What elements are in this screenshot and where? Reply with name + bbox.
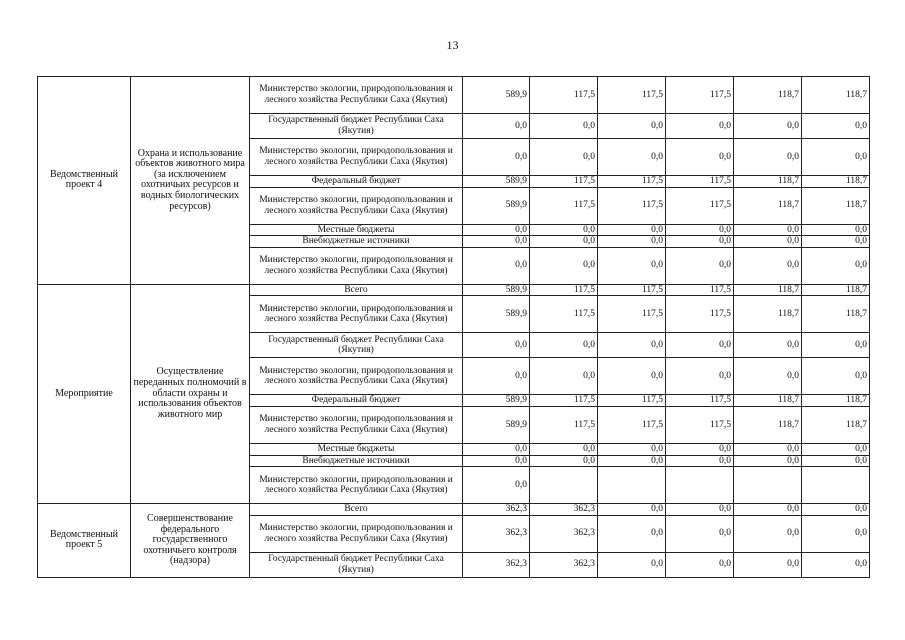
funding-source-cell: Федеральный бюджет	[250, 395, 463, 407]
value-cell: 0,0	[463, 247, 530, 284]
value-cell: 0,0	[598, 504, 666, 516]
value-cell: 362,3	[530, 515, 598, 552]
value-cell	[598, 467, 666, 504]
value-cell: 589,9	[463, 296, 530, 333]
section-name-cell: Осуществление переданных полномочий в области охраны и использования объектов животного мир	[131, 284, 250, 503]
value-cell: 0,0	[463, 467, 530, 504]
value-cell: 0,0	[802, 224, 870, 236]
value-cell: 117,5	[666, 187, 734, 224]
funding-source-cell: Всего	[250, 504, 463, 516]
funding-source-cell: Всего	[250, 284, 463, 296]
value-cell: 118,7	[734, 296, 802, 333]
funding-source-cell: Министерство экологии, природопользования и лесного хозяйства Республики Саха (Якутия)	[250, 406, 463, 443]
value-cell: 0,0	[734, 333, 802, 358]
value-cell: 118,7	[734, 395, 802, 407]
value-cell: 0,0	[734, 236, 802, 248]
value-cell: 362,3	[530, 504, 598, 516]
section-type-cell: Ведомственный проект 4	[38, 77, 131, 285]
table-row	[38, 284, 870, 296]
funding-source-cell: Министерство экологии, природопользования и лесного хозяйства Республики Саха (Якутия)	[250, 358, 463, 395]
value-cell: 0,0	[598, 236, 666, 248]
value-cell: 0,0	[530, 236, 598, 248]
value-cell: 0,0	[463, 114, 530, 139]
value-cell: 117,5	[598, 187, 666, 224]
value-cell: 0,0	[598, 224, 666, 236]
value-cell: 117,5	[598, 176, 666, 188]
value-cell: 117,5	[666, 406, 734, 443]
value-cell: 117,5	[530, 187, 598, 224]
value-cell: 117,5	[598, 406, 666, 443]
value-cell: 0,0	[666, 224, 734, 236]
value-cell: 118,7	[734, 284, 802, 296]
value-cell: 117,5	[598, 77, 666, 114]
section-type-cell: Мероприятие	[38, 284, 131, 503]
value-cell: 0,0	[530, 139, 598, 176]
funding-source-cell: Министерство экологии, природопользования и лесного хозяйства Республики Саха (Якутия)	[250, 247, 463, 284]
funding-source-cell: Министерство экологии, природопользования и лесного хозяйства Республики Саха (Якутия)	[250, 296, 463, 333]
value-cell: 118,7	[802, 187, 870, 224]
value-cell	[802, 467, 870, 504]
value-cell: 0,0	[598, 358, 666, 395]
value-cell: 117,5	[666, 284, 734, 296]
value-cell: 118,7	[802, 176, 870, 188]
value-cell: 0,0	[463, 358, 530, 395]
value-cell: 117,5	[666, 77, 734, 114]
value-cell	[530, 467, 598, 504]
value-cell: 0,0	[802, 114, 870, 139]
value-cell: 0,0	[802, 455, 870, 467]
value-cell: 589,9	[463, 284, 530, 296]
value-cell: 0,0	[463, 443, 530, 455]
value-cell: 0,0	[530, 247, 598, 284]
value-cell: 0,0	[734, 552, 802, 577]
value-cell: 0,0	[802, 333, 870, 358]
value-cell: 589,9	[463, 406, 530, 443]
page-number: 13	[446, 38, 459, 52]
value-cell: 0,0	[734, 114, 802, 139]
value-cell: 0,0	[463, 455, 530, 467]
funding-source-cell: Министерство экологии, природопользования и лесного хозяйства Республики Саха (Якутия)	[250, 139, 463, 176]
value-cell: 118,7	[802, 296, 870, 333]
value-cell: 0,0	[666, 504, 734, 516]
value-cell: 117,5	[666, 395, 734, 407]
value-cell: 0,0	[734, 358, 802, 395]
funding-source-cell: Министерство экологии, природопользования и лесного хозяйства Республики Саха (Якутия)	[250, 77, 463, 114]
value-cell: 118,7	[802, 284, 870, 296]
value-cell: 0,0	[734, 139, 802, 176]
value-cell: 118,7	[734, 77, 802, 114]
value-cell: 0,0	[802, 236, 870, 248]
value-cell: 589,9	[463, 187, 530, 224]
value-cell: 0,0	[734, 515, 802, 552]
value-cell: 0,0	[598, 247, 666, 284]
funding-source-cell: Государственный бюджет Республики Саха (Якутия)	[250, 114, 463, 139]
value-cell: 0,0	[666, 443, 734, 455]
value-cell: 117,5	[598, 284, 666, 296]
value-cell: 117,5	[530, 406, 598, 443]
value-cell: 0,0	[802, 504, 870, 516]
value-cell: 117,5	[598, 395, 666, 407]
value-cell	[666, 467, 734, 504]
value-cell: 0,0	[598, 139, 666, 176]
value-cell: 0,0	[598, 333, 666, 358]
value-cell: 118,7	[734, 187, 802, 224]
value-cell: 118,7	[734, 406, 802, 443]
value-cell: 118,7	[734, 176, 802, 188]
section-name-cell: Охрана и использование объектов животного мира (за исключением охотничьих ресурсов и водных биологических ресурсов)	[131, 77, 250, 285]
value-cell: 118,7	[802, 406, 870, 443]
value-cell: 0,0	[463, 224, 530, 236]
value-cell: 117,5	[530, 176, 598, 188]
value-cell: 0,0	[463, 139, 530, 176]
value-cell: 0,0	[666, 139, 734, 176]
value-cell: 0,0	[598, 443, 666, 455]
value-cell: 0,0	[530, 455, 598, 467]
value-cell: 0,0	[666, 455, 734, 467]
funding-source-cell: Внебюджетные источники	[250, 455, 463, 467]
funding-source-cell: Министерство экологии, природопользования и лесного хозяйства Республики Саха (Якутия)	[250, 515, 463, 552]
value-cell: 0,0	[598, 515, 666, 552]
value-cell: 0,0	[666, 552, 734, 577]
value-cell: 0,0	[666, 333, 734, 358]
value-cell: 0,0	[530, 224, 598, 236]
value-cell: 0,0	[598, 455, 666, 467]
value-cell: 362,3	[530, 552, 598, 577]
value-cell	[734, 467, 802, 504]
value-cell: 117,5	[530, 395, 598, 407]
value-cell: 0,0	[734, 443, 802, 455]
funding-source-cell: Государственный бюджет Республики Саха (Якутия)	[250, 552, 463, 577]
value-cell: 0,0	[530, 443, 598, 455]
value-cell: 118,7	[802, 77, 870, 114]
value-cell: 589,9	[463, 176, 530, 188]
value-cell: 0,0	[666, 515, 734, 552]
value-cell: 0,0	[802, 515, 870, 552]
budget-table-body	[38, 77, 870, 578]
value-cell: 0,0	[802, 247, 870, 284]
value-cell: 0,0	[802, 358, 870, 395]
value-cell: 589,9	[463, 395, 530, 407]
funding-source-cell: Внебюджетные источники	[250, 236, 463, 248]
value-cell: 0,0	[666, 114, 734, 139]
value-cell: 118,7	[802, 395, 870, 407]
table-row	[38, 504, 870, 516]
value-cell: 117,5	[666, 176, 734, 188]
value-cell: 0,0	[463, 333, 530, 358]
value-cell: 589,9	[463, 77, 530, 114]
value-cell: 0,0	[666, 236, 734, 248]
value-cell: 0,0	[802, 139, 870, 176]
funding-source-cell: Государственный бюджет Республики Саха (Якутия)	[250, 333, 463, 358]
value-cell: 0,0	[598, 552, 666, 577]
value-cell: 117,5	[530, 296, 598, 333]
value-cell: 117,5	[598, 296, 666, 333]
value-cell: 0,0	[734, 247, 802, 284]
value-cell: 0,0	[598, 114, 666, 139]
value-cell: 0,0	[666, 358, 734, 395]
value-cell: 0,0	[530, 358, 598, 395]
value-cell: 362,3	[463, 504, 530, 516]
value-cell: 117,5	[530, 284, 598, 296]
section-type-cell: Ведомственный проект 5	[38, 504, 131, 578]
funding-source-cell: Министерство экологии, природопользования и лесного хозяйства Республики Саха (Якутия)	[250, 187, 463, 224]
budget-table	[37, 76, 870, 578]
value-cell: 117,5	[530, 77, 598, 114]
funding-source-cell: Министерство экологии, природопользования и лесного хозяйства Республики Саха (Якутия)	[250, 467, 463, 504]
funding-source-cell: Местные бюджеты	[250, 443, 463, 455]
value-cell: 0,0	[530, 114, 598, 139]
section-name-cell: Совершенствование федерального государственного охотничьего контроля (надзора)	[131, 504, 250, 578]
value-cell: 0,0	[802, 552, 870, 577]
value-cell: 0,0	[802, 443, 870, 455]
funding-source-cell: Местные бюджеты	[250, 224, 463, 236]
table-row	[38, 77, 870, 114]
value-cell: 0,0	[530, 333, 598, 358]
funding-source-cell: Федеральный бюджет	[250, 176, 463, 188]
value-cell: 117,5	[666, 296, 734, 333]
value-cell: 0,0	[666, 247, 734, 284]
value-cell: 0,0	[463, 236, 530, 248]
value-cell: 0,0	[734, 224, 802, 236]
value-cell: 0,0	[734, 455, 802, 467]
value-cell: 362,3	[463, 515, 530, 552]
value-cell: 362,3	[463, 552, 530, 577]
value-cell: 0,0	[734, 504, 802, 516]
